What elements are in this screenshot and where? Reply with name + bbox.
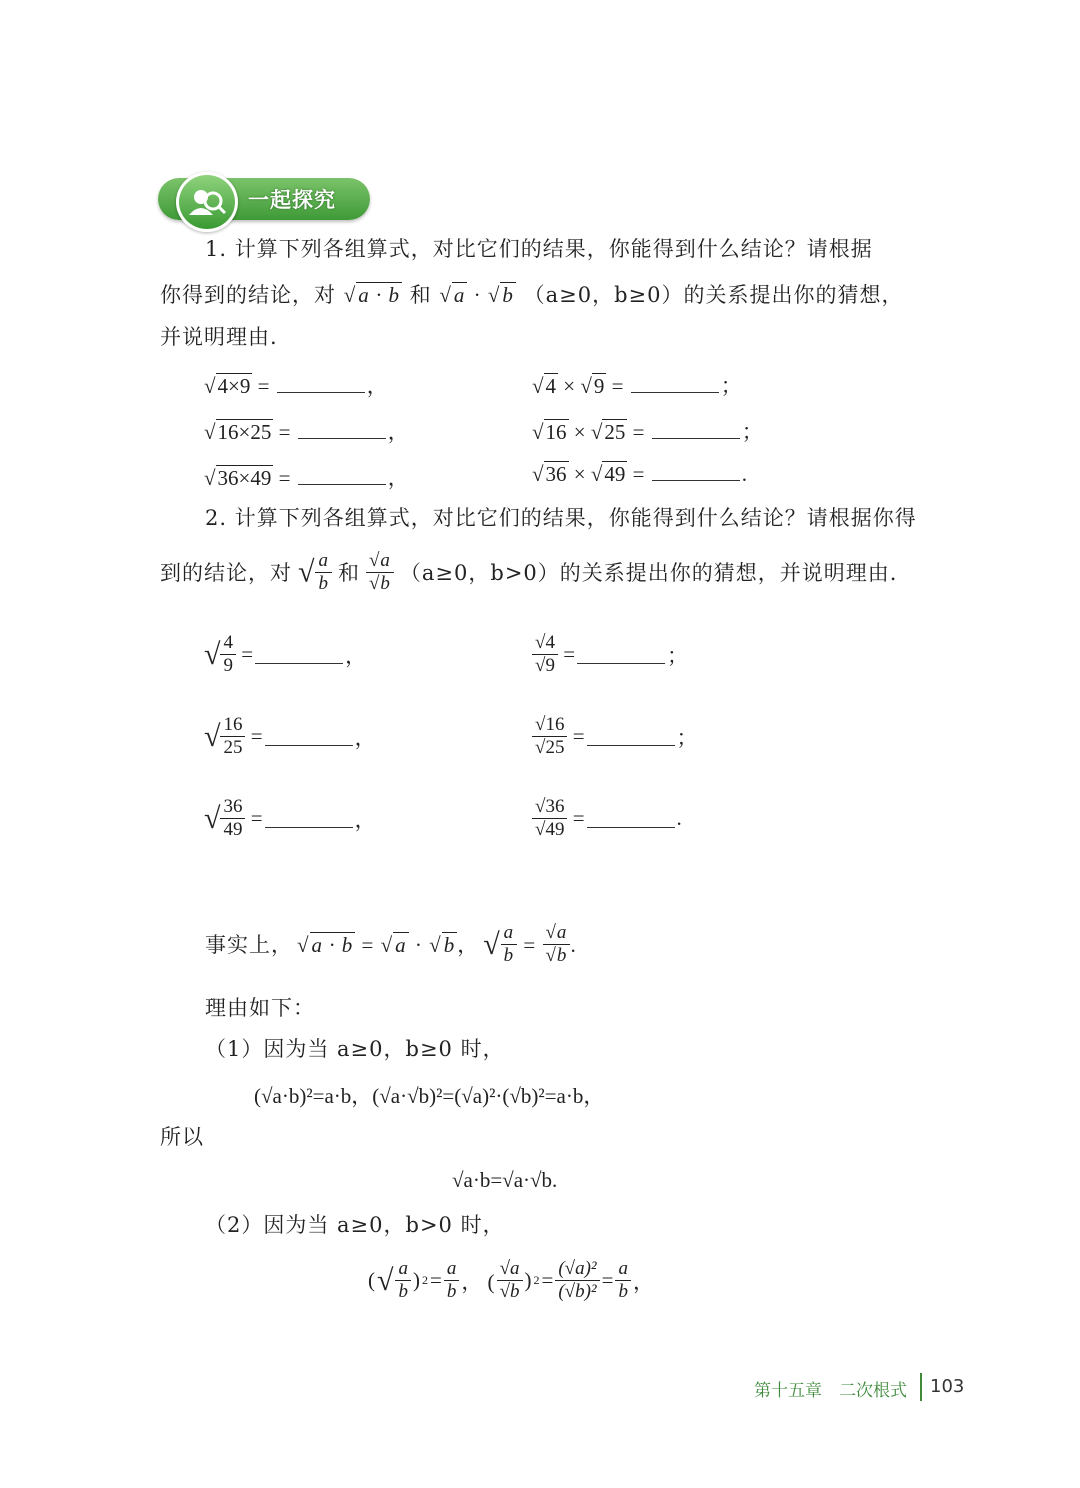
- q1-row1-left: √4×9 = ，: [204, 374, 388, 398]
- reason-title: 理由如下：: [205, 996, 315, 1020]
- answer-blank[interactable]: [265, 727, 353, 746]
- fact-formula-quotient: √ $\frac{a}{b}$ = $\frac{√a}{√b}$ .: [483, 922, 577, 966]
- q1-row3-left: √36×49 = ，: [204, 466, 409, 490]
- q2-row3-right: $\frac{√36}{√49}$ = .: [532, 796, 682, 841]
- fact-label: 事实上，: [205, 932, 293, 957]
- q1-line3: 并说明理由.: [160, 325, 278, 349]
- q2-line2-text: 到的结论，对: [160, 560, 292, 585]
- q1-row2-left: √16×25 = ，: [204, 420, 409, 444]
- q2-line2-cond: （a≥0，b>0）的关系提出你的猜想，并说明理由.: [399, 560, 898, 585]
- answer-blank[interactable]: [577, 645, 665, 664]
- reason-eq2: √a·b=√a·√b.: [452, 1168, 558, 1192]
- answer-blank[interactable]: [587, 727, 675, 746]
- formula-sqrt-ab: √a · b: [343, 283, 400, 307]
- page-number: 103: [930, 1376, 965, 1397]
- answer-blank[interactable]: [265, 809, 353, 828]
- answer-blank[interactable]: [277, 374, 365, 393]
- q2-row3-left: √ $\frac{36}{49}$ = ，: [204, 796, 376, 840]
- formula-sqrt-a-over-sqrt-b: $\frac{√a}{√b}$: [366, 550, 394, 595]
- section-title: 一起探究: [248, 188, 336, 212]
- reason-eq1: (√a·b)²=a·b，(√a·√b)²=(√a)²·(√b)²=a·b，: [254, 1084, 605, 1108]
- footer-divider: [920, 1373, 922, 1401]
- q1-row2-right: √16 × √25 = ；: [532, 420, 763, 444]
- answer-blank[interactable]: [631, 374, 719, 393]
- answer-blank[interactable]: [652, 462, 740, 481]
- q2-row1-right: $\frac{√4}{√9}$ = ；: [532, 632, 688, 677]
- answer-blank[interactable]: [587, 809, 675, 828]
- reason-so: 所以: [160, 1125, 204, 1149]
- reason-p2: （2）因为当 a≥0，b>0 时，: [205, 1213, 505, 1237]
- q1-line2-cond: （a≥0，b≥0）的关系提出你的猜想，: [523, 283, 904, 307]
- answer-blank[interactable]: [255, 645, 343, 664]
- q2-row2-right: $\frac{√16}{√25}$ = ；: [532, 714, 698, 759]
- formula-sqrt-a-over-b: √ $\frac{a}{b}$: [298, 550, 332, 595]
- q1-line2: [160, 280, 903, 310]
- answer-blank[interactable]: [652, 420, 740, 439]
- q2-row1-left: √ $\frac{4}{9}$ = ，: [204, 632, 367, 676]
- explore-icon: [176, 172, 238, 232]
- q2-line2-and: 和: [337, 560, 360, 585]
- q1-line1: 1. 计算下列各组算式，对比它们的结果，你能得到什么结论？请根据: [205, 237, 873, 261]
- answer-blank[interactable]: [298, 466, 386, 485]
- answer-blank[interactable]: [298, 420, 386, 439]
- q2-line2: [160, 550, 897, 595]
- q1-row1-right: √4 × √9 = ；: [532, 374, 742, 398]
- q1-line2-and: 和: [409, 283, 432, 307]
- fact-line: [205, 922, 577, 967]
- q1-line2-text: 你得到的结论，对: [160, 283, 336, 307]
- formula-sqrt-a-sqrt-b: √a · √b: [439, 283, 514, 307]
- q2-row2-left: √ $\frac{16}{25}$ = ，: [204, 714, 376, 758]
- q1-row3-right: √36 × √49 = .: [532, 462, 747, 486]
- fact-formula-product: √a · b = √a · √b，: [297, 932, 480, 957]
- q2-line1: 2. 计算下列各组算式，对比它们的结果，你能得到什么结论？请根据你得: [205, 506, 917, 530]
- chapter-label: 第十五章 二次根式: [754, 1381, 907, 1401]
- reason-eq3: ( √ $\frac{a}{b}$ ) 2 = $\frac{a}{b}$ ， ( $\frac{√a}{√b}$ ) 2 = $\frac{\text{(√a)²}}{\text{(√b)²}}$ = $\frac{a}{b}$ ，: [368, 1258, 654, 1302]
- reason-p1: （1）因为当 a≥0，b≥0 时，: [205, 1037, 505, 1061]
